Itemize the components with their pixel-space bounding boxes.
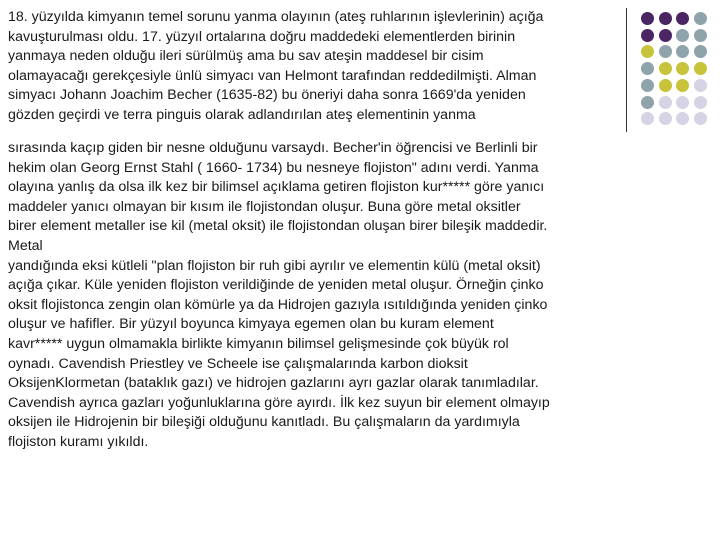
text-line: kavuşturulması oldu. 17. yüzyıl ortalarına doğru maddedeki elementlerden birinin	[8, 28, 516, 45]
decorative-dot	[641, 29, 654, 42]
decorative-dot	[694, 12, 707, 25]
text-line: açığa çıkar. Küle yeniden flojiston verildiğinde de yeniden metal oluşur. Örneğin çinko	[8, 277, 544, 294]
decorative-dot	[659, 62, 672, 75]
decorative-dot	[659, 79, 672, 92]
decorative-dot	[641, 96, 654, 109]
text-line: hekim olan Georg Ernst Stahl ( 1660- 1734) bu nesneye flojiston" adını verdi. Yanma	[8, 159, 539, 176]
decorative-dot	[641, 112, 654, 125]
text-line: birer element metaller ise kil (metal oksit) ile flojistondan oluşan birer bileşik maddedir.	[8, 218, 548, 235]
text-line: yandığında eksi kütleli "plan flojiston bir ruh gibi ayrılır ve elementin külü (metal oksit)	[8, 257, 541, 274]
decorative-dot	[694, 62, 707, 75]
decorative-dot	[641, 45, 654, 58]
decorative-dot	[659, 96, 672, 109]
text-line: 18. yüzyılda kimyanın temel sorunu yanma olayının (ateş ruhlarının işlevlerinin) açığa	[8, 9, 544, 25]
decorative-dot	[676, 29, 689, 42]
text-line: OksijenKlormetan (bataklık gazı) ve hidrojen gazlarını ayrı gazlar olarak tanımladılar.	[8, 375, 539, 392]
decorative-dot	[659, 29, 672, 42]
decorative-dot	[694, 96, 707, 109]
text-line: oynadı. Cavendish Priestley ve Scheele ise çalışmalarında karbon dioksit	[8, 355, 468, 372]
text-line: gözden geçirdi ve terra pinguis olarak adlandırılan ateş elementinin yanma	[8, 106, 476, 123]
text-line: oksit flojistonca zengin olan kömürle ya da Hidrojen gazıyla ısıtıldığında yeniden çinko	[8, 296, 548, 313]
text-line: Metal	[8, 237, 43, 254]
decorative-dot	[676, 112, 689, 125]
decorative-dot	[659, 45, 672, 58]
decorative-dot	[676, 96, 689, 109]
text-line: olamayacağı gerekçesiyle ünlü simyacı van Helmont tarafından reddedilmişti. Alman	[8, 67, 537, 84]
text-line: sırasında kaçıp giden bir nesne olduğunu varsaydı. Becher'in öğrencisi ve Berlinli bir	[8, 140, 538, 156]
decorative-dot	[676, 62, 689, 75]
text-line: oksijen ile Hidrojenin bir bileşiği olduğunu kanıtladı. Bu çalışmaların da yardımıyla	[8, 414, 520, 431]
decorative-dot	[676, 79, 689, 92]
decorative-dot	[694, 112, 707, 125]
decorative-dot	[676, 45, 689, 58]
decorative-dot-grid	[641, 12, 719, 126]
text-line: maddeler yanıcı olmayan bir kısım ile flojistondan oluşur. Buna göre metal oksitler	[8, 198, 521, 215]
decorative-dot	[659, 12, 672, 25]
decorative-dot	[694, 29, 707, 42]
text-line: simyacı Johann Joachim Becher (1635-82) bu öneriyi daha sonra 1669'da yeniden	[8, 87, 526, 104]
decorative-dot	[641, 12, 654, 25]
decorative-dot	[676, 12, 689, 25]
decorative-dot	[659, 112, 672, 125]
decorative-dot	[694, 45, 707, 58]
paragraph-bottom	[8, 139, 550, 453]
decorative-dot	[641, 79, 654, 92]
text-line: Cavendish ayrıca gazları yoğunluklarına göre ayırdı. İlk kez suyun bir element olmayıp	[8, 394, 550, 411]
text-line: olayına yanlış da olsa ilk kez bir bilimsel açıklama getiren flojiston kur***** göre yanıcı	[8, 179, 545, 196]
vertical-divider	[626, 8, 627, 132]
paragraph-top	[8, 8, 543, 126]
decorative-dot	[641, 62, 654, 75]
text-line: flojiston kuramı yıkıldı.	[8, 433, 149, 450]
decorative-dot	[694, 79, 707, 92]
text-line: yanmaya neden olduğu ileri sürülmüş ama bu sav ateşin maddesel bir cisim	[8, 48, 484, 65]
text-line: oluşur ve hafifler. Bir yüzyıl boyunca kimyaya egemen olan bu kuram element	[8, 316, 494, 333]
text-line: kavr***** uygun olmamakla birlikte kimyanın bilimsel gelişmesinde çok büyük rol	[8, 335, 509, 352]
